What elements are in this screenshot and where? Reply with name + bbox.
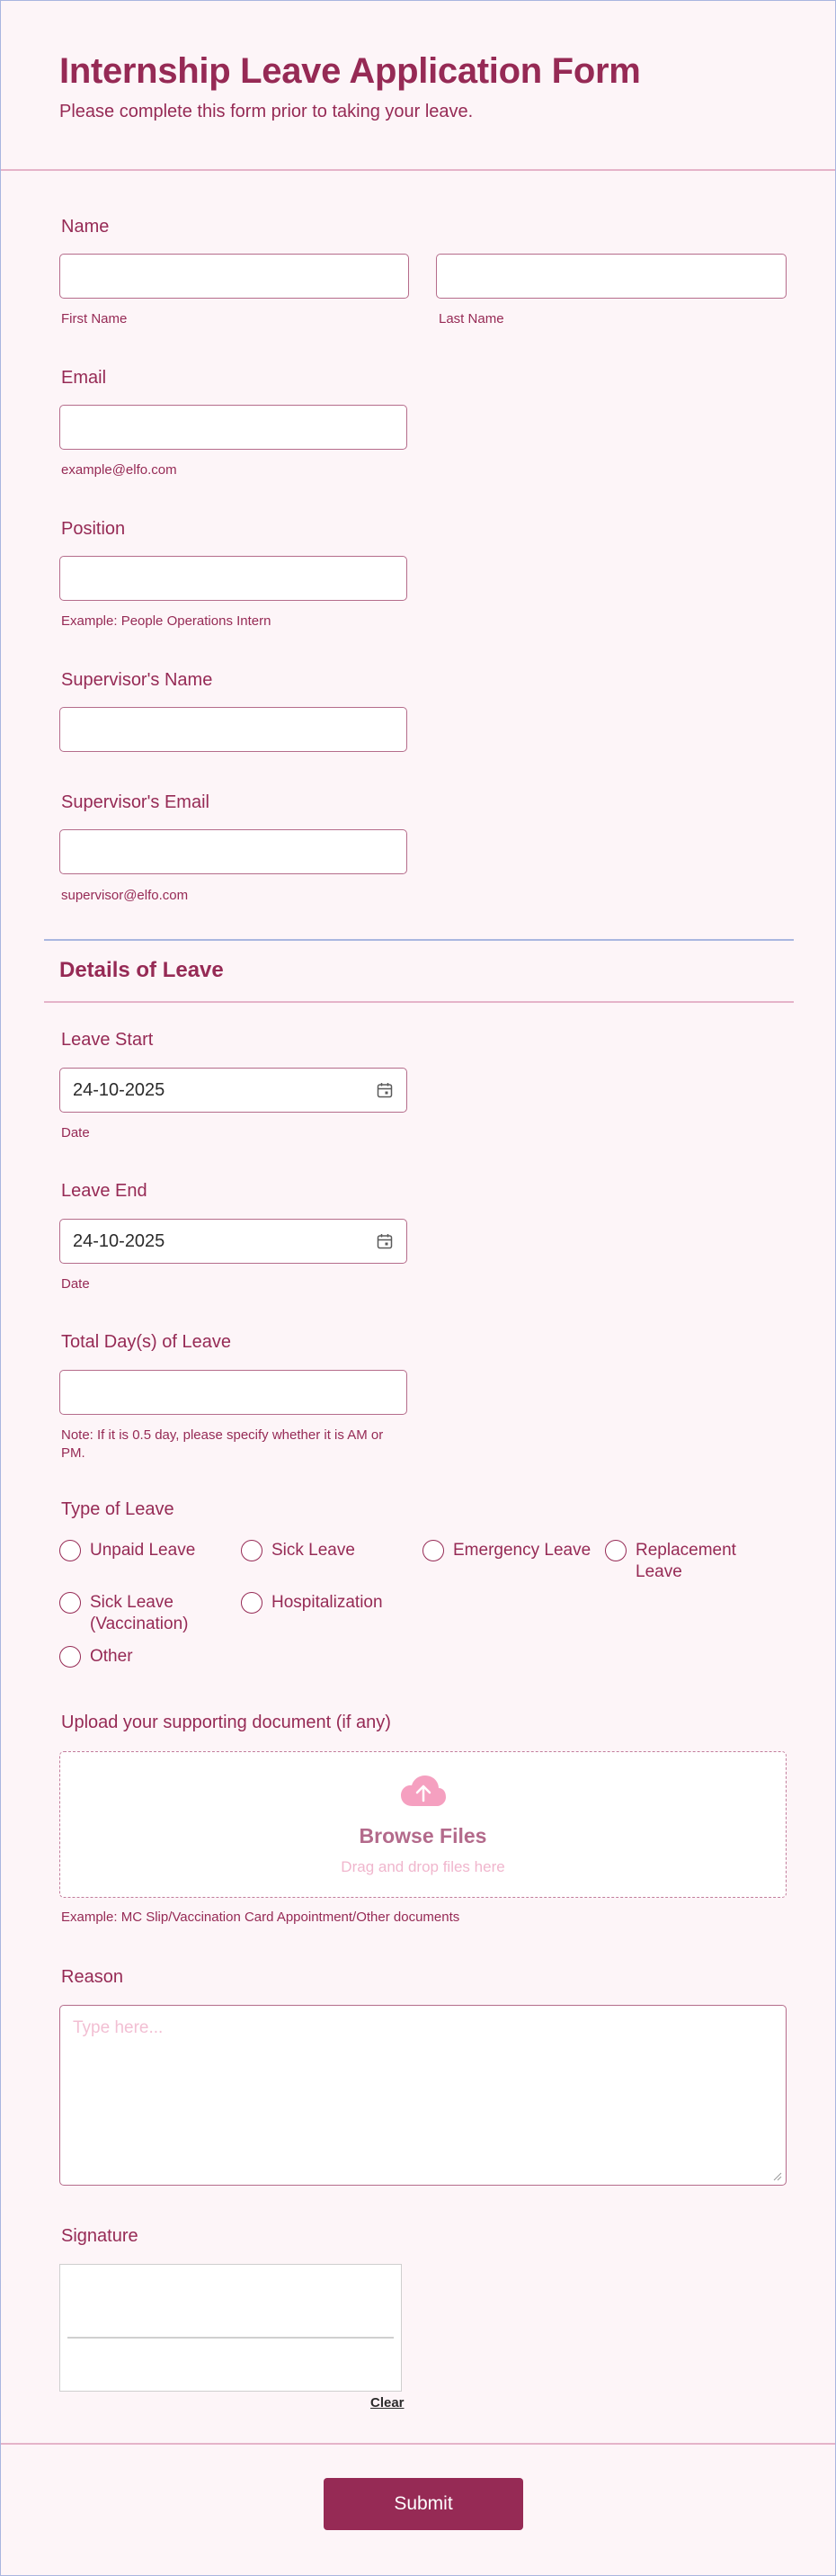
reason-textarea[interactable] (59, 2005, 787, 2186)
name-label: Name (61, 217, 110, 237)
supervisor-name-label: Supervisor's Name (61, 670, 213, 690)
supervisor-email-label: Supervisor's Email (61, 792, 209, 812)
radio-label: Hospitalization (271, 1593, 383, 1612)
email-sublabel: example@elfo.com (61, 462, 177, 478)
section-divider-top (44, 939, 794, 941)
radio-label: Other (90, 1647, 133, 1666)
radio-hospitalization[interactable] (241, 1592, 383, 1614)
cloud-upload-icon (400, 1775, 447, 1808)
submit-button[interactable]: Submit (324, 2478, 523, 2530)
leave-start-input[interactable] (59, 1068, 407, 1113)
radio-label: Emergency Leave (453, 1541, 591, 1560)
position-label: Position (61, 519, 126, 539)
upload-sublabel: Example: MC Slip/Vaccination Card Appointment/Other documents (61, 1910, 460, 1925)
leave-end-label: Leave End (61, 1181, 147, 1201)
supervisor-email-input[interactable] (59, 829, 407, 874)
radio-button[interactable] (59, 1540, 81, 1561)
calendar-icon[interactable] (376, 1232, 394, 1250)
radio-button[interactable] (605, 1540, 627, 1561)
clear-signature-link[interactable]: Clear (370, 2395, 405, 2411)
footer-divider (1, 2443, 835, 2445)
email-input[interactable] (59, 405, 407, 450)
resize-handle-icon[interactable] (773, 2172, 782, 2181)
first-name-input[interactable] (59, 254, 409, 299)
radio-label: Replacement Leave (636, 1541, 736, 1581)
leave-start-sublabel: Date (61, 1125, 90, 1140)
radio-button[interactable] (241, 1540, 262, 1561)
total-days-label: Total Day(s) of Leave (61, 1332, 231, 1352)
leave-start-label: Leave Start (61, 1030, 154, 1050)
signature-pad[interactable] (59, 2264, 402, 2392)
leave-end-sublabel: Date (61, 1276, 90, 1292)
section-divider-bottom (44, 1001, 794, 1003)
radio-button[interactable] (422, 1540, 444, 1561)
radio-emergency-leave[interactable] (422, 1540, 591, 1561)
calendar-icon[interactable] (376, 1081, 394, 1099)
radio-label: Sick Leave (271, 1541, 355, 1560)
radio-sick-leave[interactable] (241, 1540, 355, 1561)
radio-button[interactable] (241, 1592, 262, 1614)
supervisor-name-input[interactable] (59, 707, 407, 752)
total-days-input[interactable] (59, 1370, 407, 1415)
radio-unpaid-leave[interactable] (59, 1540, 195, 1561)
radio-replacement-leave[interactable] (605, 1540, 736, 1583)
radio-sick-leave-vaccination[interactable] (59, 1592, 188, 1635)
supervisor-email-sublabel: supervisor@elfo.com (61, 888, 189, 903)
radio-button[interactable] (59, 1592, 81, 1614)
file-upload-dropzone[interactable] (59, 1751, 787, 1898)
form-header (1, 1, 835, 171)
last-name-input[interactable] (436, 254, 787, 299)
leave-start-value: 24-10-2025 (73, 1079, 165, 1100)
type-of-leave-label: Type of Leave (61, 1499, 174, 1519)
total-days-note-line1: Note: If it is 0.5 day, please specify whether it is AM or (61, 1427, 384, 1443)
radio-other[interactable] (59, 1646, 133, 1668)
position-sublabel: Example: People Operations Intern (61, 613, 271, 629)
signature-baseline (67, 2337, 394, 2339)
leave-end-input[interactable] (59, 1219, 407, 1264)
radio-button[interactable] (59, 1646, 81, 1668)
drag-drop-hint: Drag and drop files here (341, 1858, 505, 1875)
radio-label: Sick Leave (Vaccination) (90, 1593, 189, 1633)
reason-label: Reason (61, 1967, 123, 1987)
reason-placeholder: Type here... (73, 2018, 164, 2037)
upload-label: Upload your supporting document (if any) (61, 1713, 391, 1732)
radio-label: Unpaid Leave (90, 1541, 196, 1560)
last-name-sublabel: Last Name (439, 311, 504, 326)
first-name-sublabel: First Name (61, 311, 128, 326)
signature-label: Signature (61, 2226, 138, 2246)
form-subtitle: Please complete this form prior to taking your leave. (59, 102, 474, 121)
form-title: Internship Leave Application Form (59, 51, 641, 91)
leave-end-value: 24-10-2025 (73, 1230, 165, 1251)
browse-files-button[interactable]: Browse Files (359, 1824, 487, 1847)
email-label: Email (61, 368, 107, 388)
details-section-title: Details of Leave (59, 958, 224, 982)
position-input[interactable] (59, 556, 407, 601)
total-days-note-line2: PM. (61, 1445, 85, 1461)
